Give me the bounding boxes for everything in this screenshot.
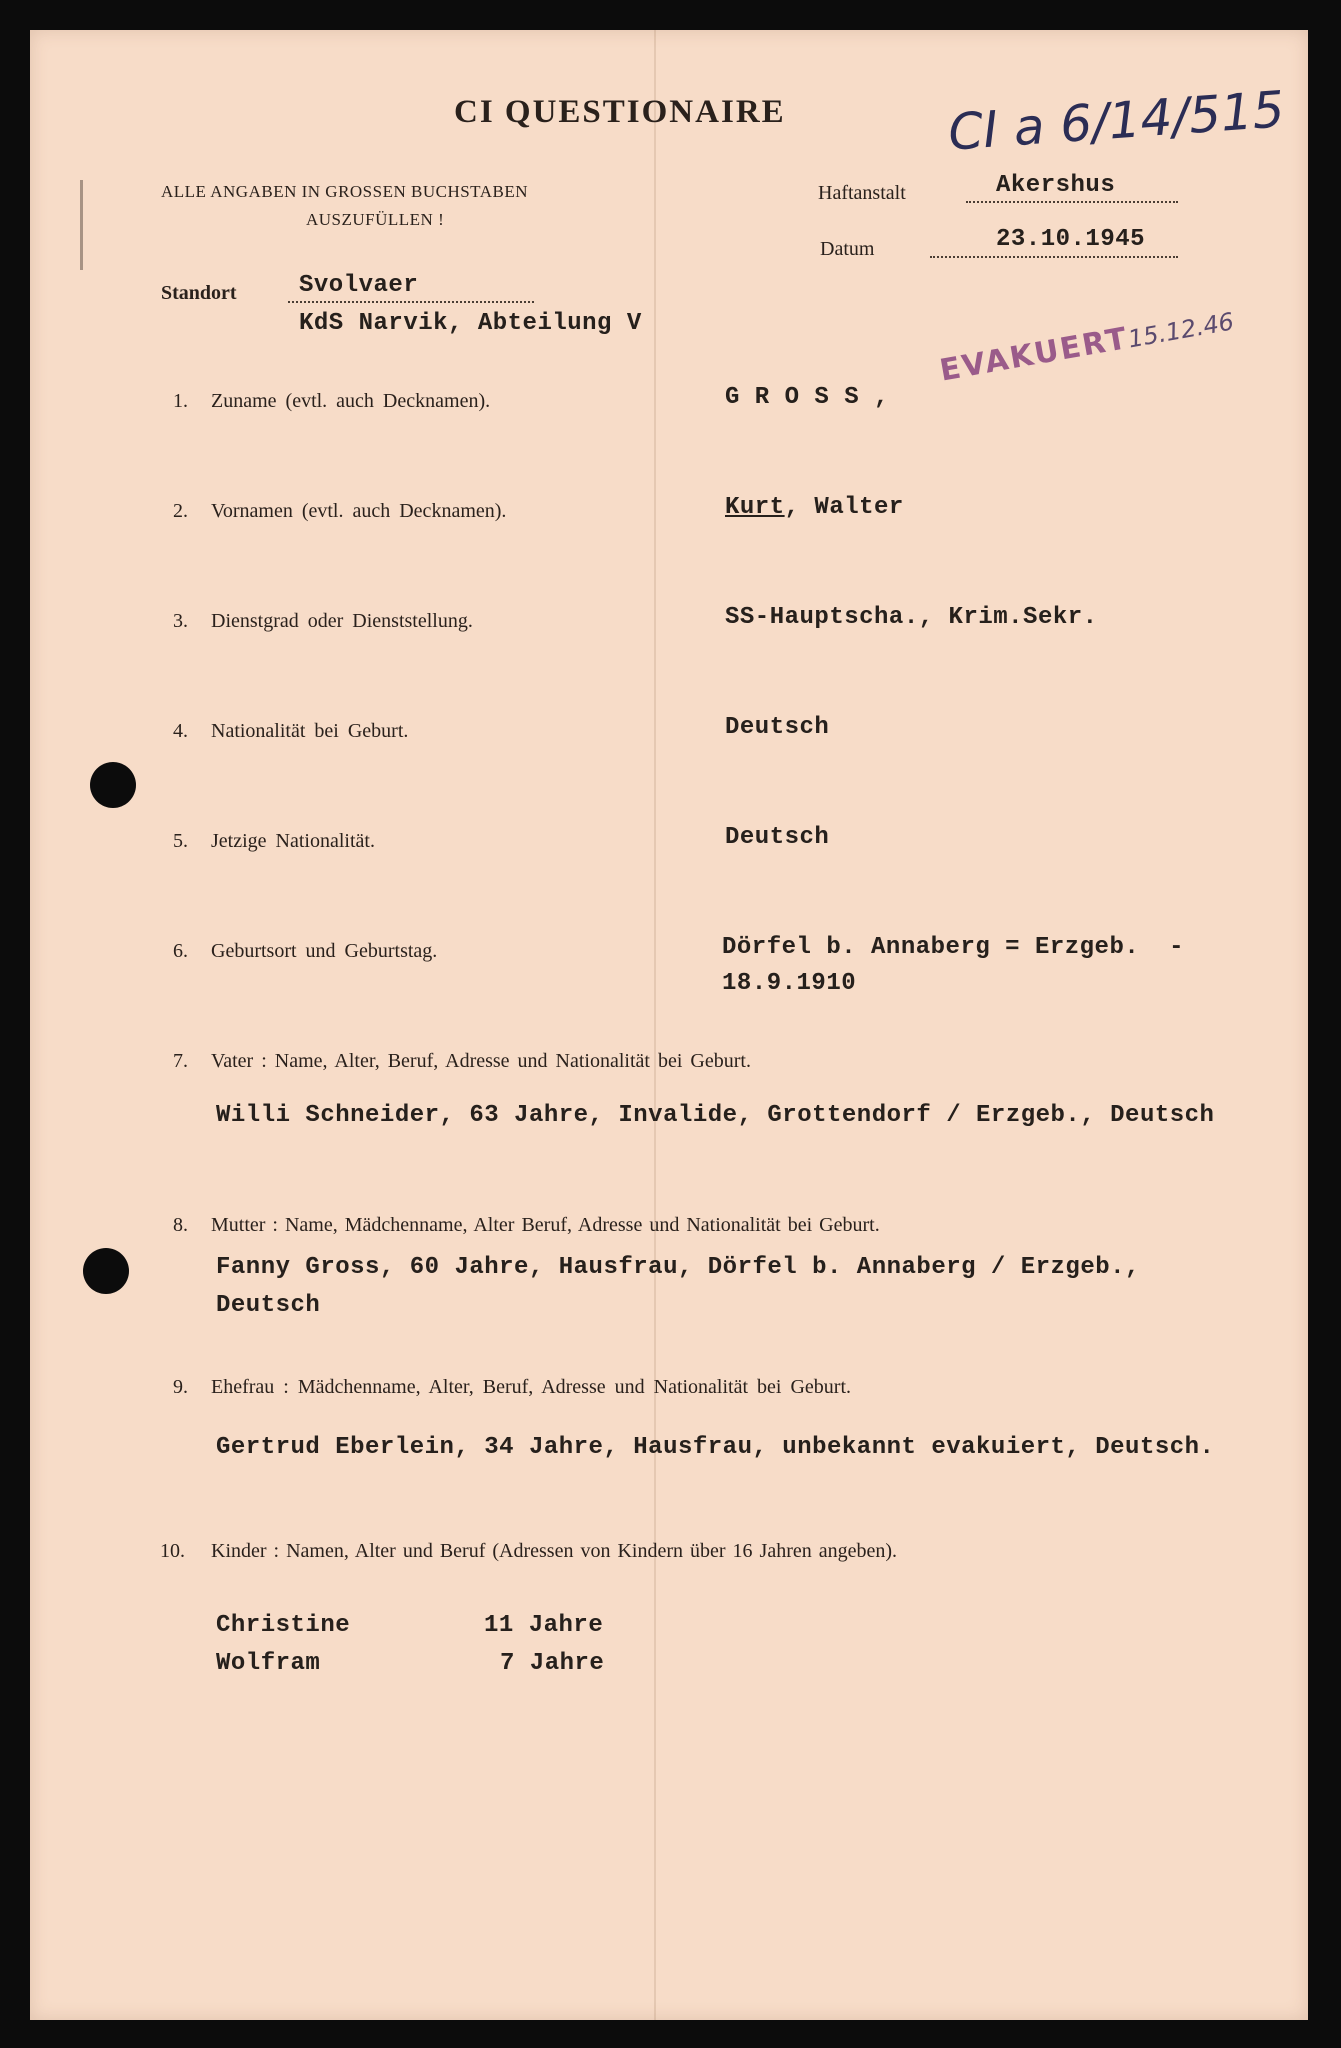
question-5-label: Jetzige Nationalität. xyxy=(211,830,375,852)
question-1-number: 1. xyxy=(173,390,188,412)
answer-3: SS-Hauptscha., Krim.Sekr. xyxy=(725,604,1098,631)
stamp-date: 15.12.46 xyxy=(1125,307,1236,354)
dienststelle-value: KdS Narvik, Abteilung V xyxy=(299,310,642,337)
question-8-label: Mutter : Name, Mädchenname, Alter Beruf, Adresse und Nationalität bei Geburt. xyxy=(211,1214,880,1236)
stamp-text: EVAKUERT xyxy=(937,320,1132,389)
question-7-label: Vater : Name, Alter, Beruf, Adresse und Nationalität bei Geburt. xyxy=(211,1050,751,1072)
punch-hole-bottom xyxy=(83,1248,129,1294)
question-4-label: Nationalität bei Geburt. xyxy=(211,720,409,742)
answer-6-line-2: 18.9.1910 xyxy=(722,970,857,997)
question-1-label: Zuname (evtl. auch Decknamen). xyxy=(211,390,491,412)
answer-8-line-2: Deutsch xyxy=(216,1292,321,1319)
fold-crease xyxy=(654,30,656,2020)
punch-hole-top xyxy=(90,762,136,808)
answer-2 xyxy=(725,494,904,521)
instruction-line-2: AUSZUFÜLLEN ! xyxy=(306,210,445,229)
question-3-number: 3. xyxy=(173,610,188,632)
answer-7: Willi Schneider, 63 Jahre, Invalide, Grottendorf / Erzgeb., Deutsch xyxy=(216,1102,1215,1129)
answer-2-underlined: Kurt xyxy=(725,494,785,521)
haftanstalt-label: Haftanstalt xyxy=(818,182,906,204)
question-2-label: Vornamen (evtl. auch Decknamen). xyxy=(211,500,507,522)
question-8-number: 8. xyxy=(173,1214,188,1236)
question-3-label: Dienstgrad oder Dienststellung. xyxy=(211,610,473,632)
answer-6: Dörfel b. Annaberg = Erzgeb. - xyxy=(722,934,1184,961)
reference-number-handwritten xyxy=(946,80,1286,161)
child-1-name: Christine xyxy=(216,1612,351,1639)
answer-2-rest: , Walter xyxy=(784,494,904,521)
standort-value: Svolvaer xyxy=(299,272,419,299)
instruction-line-1: ALLE ANGABEN IN GROSSEN BUCHSTABEN xyxy=(161,182,528,201)
evakuert-stamp xyxy=(937,302,1236,388)
standort-label: Standort xyxy=(161,282,237,304)
child-2-age: 7 Jahre xyxy=(500,1650,605,1677)
question-10-number: 10. xyxy=(160,1540,185,1562)
question-2-number: 2. xyxy=(173,500,188,522)
answer-8: Fanny Gross, 60 Jahre, Hausfrau, Dörfel b. Annaberg / Erzgeb., xyxy=(216,1254,1140,1281)
page-title: CI QUESTIONAIRE xyxy=(454,94,786,130)
datum-label: Datum xyxy=(820,238,875,260)
answer-5: Deutsch xyxy=(725,824,830,851)
datum-value: 23.10.1945 xyxy=(996,226,1146,253)
datum-line xyxy=(930,255,1178,258)
haftanstalt-line xyxy=(966,200,1178,203)
question-9-number: 9. xyxy=(173,1376,188,1398)
answer-9: Gertrud Eberlein, 34 Jahre, Hausfrau, unbekannt evakuiert, Deutsch. xyxy=(216,1434,1215,1461)
haftanstalt-value: Akershus xyxy=(996,172,1116,199)
question-6-number: 6. xyxy=(173,940,188,962)
question-6-label: Geburtsort und Geburtstag. xyxy=(211,940,438,962)
child-1-age: 11 Jahre xyxy=(484,1612,604,1639)
questionnaire-page xyxy=(30,30,1308,2020)
answer-1: G R O S S , xyxy=(725,384,889,411)
question-4-number: 4. xyxy=(173,720,188,742)
reference-number: CI a 6/14/515 xyxy=(946,80,1287,162)
question-5-number: 5. xyxy=(173,830,188,852)
question-10-label: Kinder : Namen, Alter und Beruf (Adressen von Kindern über 16 Jahren angeben). xyxy=(211,1540,898,1562)
margin-mark xyxy=(80,180,83,270)
child-2-name: Wolfram xyxy=(216,1650,321,1677)
question-7-number: 7. xyxy=(173,1050,188,1072)
standort-line xyxy=(288,300,534,303)
answer-4: Deutsch xyxy=(725,714,830,741)
question-9-label: Ehefrau : Mädchenname, Alter, Beruf, Adresse und Nationalität bei Geburt. xyxy=(211,1376,852,1398)
